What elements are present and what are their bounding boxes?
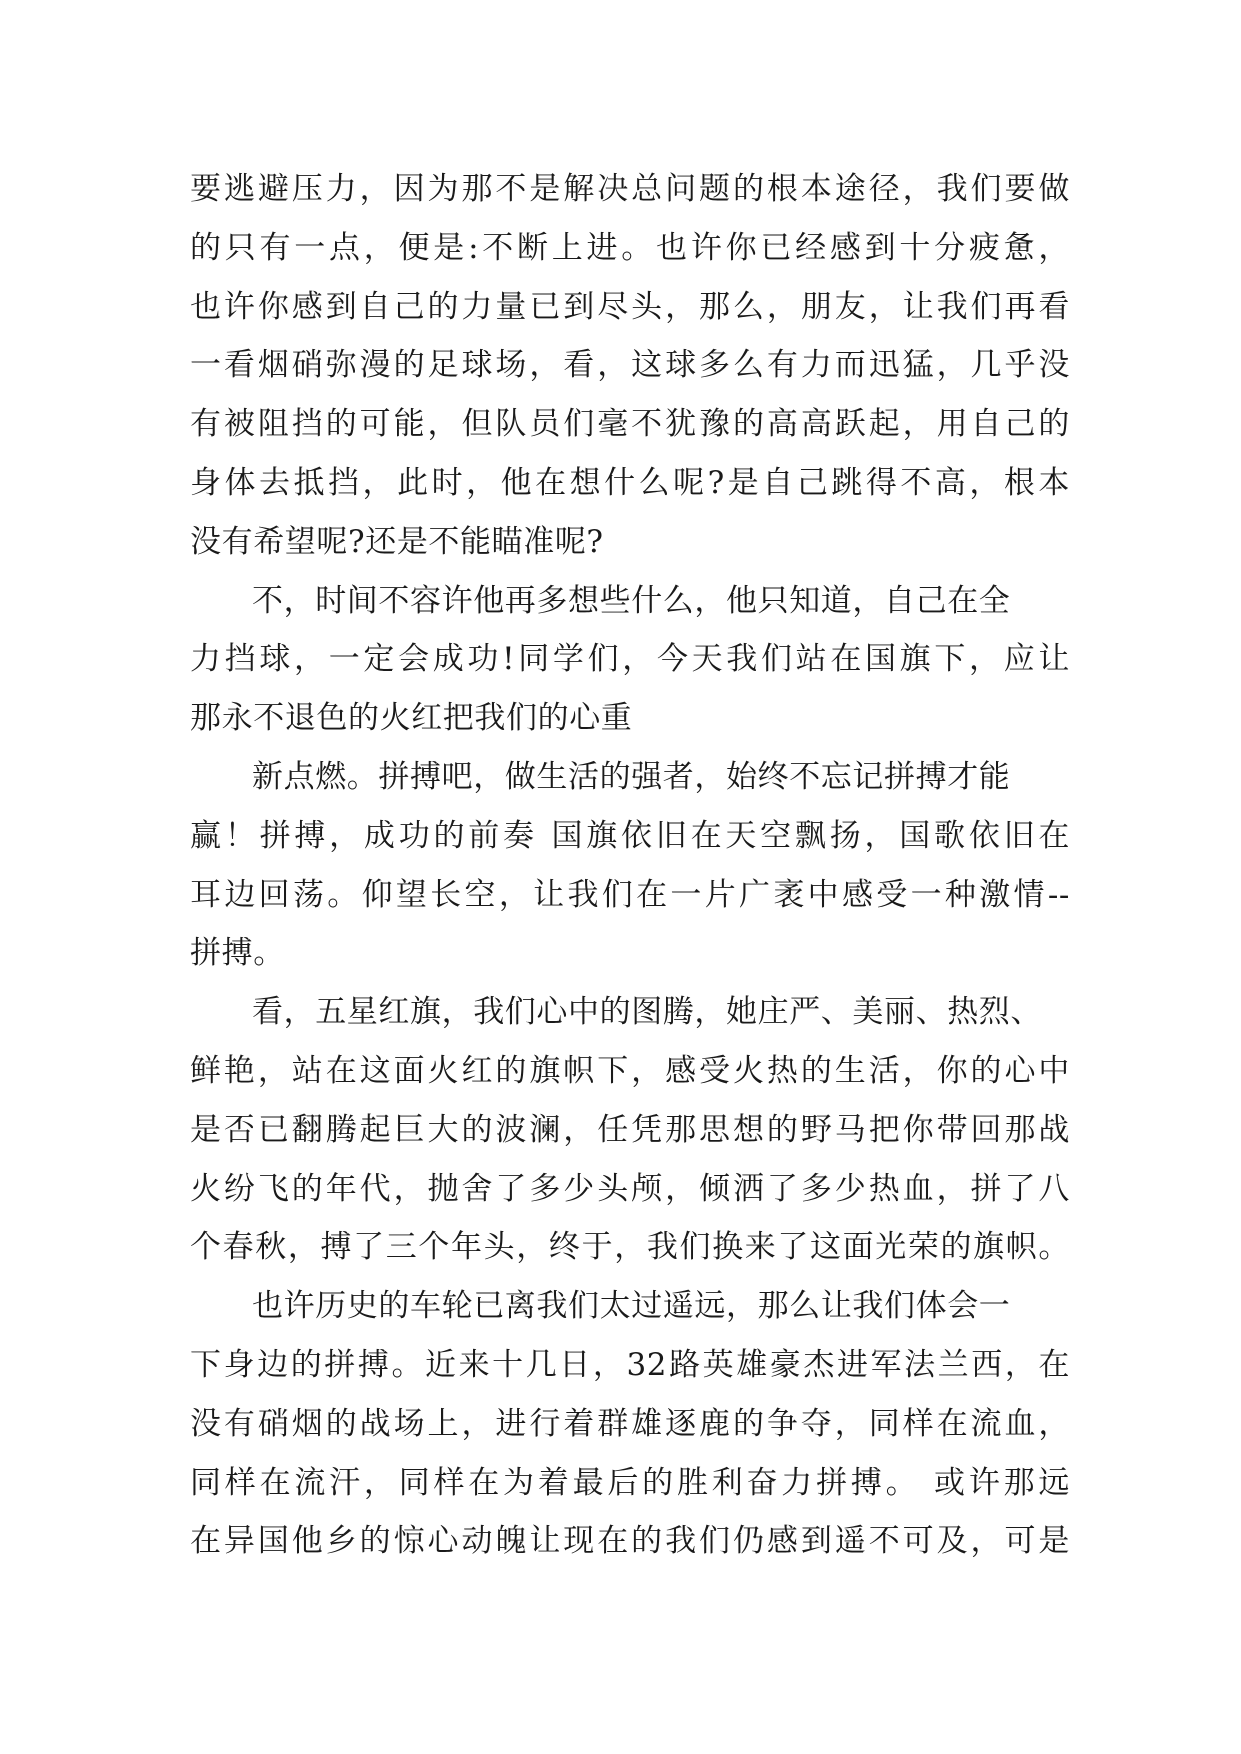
text-line: 一看烟硝弥漫的足球场，看，这球多么有力而迅猛，几乎没: [190, 347, 1070, 384]
text-line: 的只有一点，便是:不断上进。也许你已经感到十分疲惫，: [190, 229, 1070, 266]
text-line: 没有硝烟的战场上，进行着群雄逐鹿的争夺，同样在流血，: [190, 1405, 1070, 1442]
text-line: 同样在流汗，同样在为着最后的胜利奋力拼搏。 或许那远: [190, 1464, 1070, 1501]
text-line: 也许你感到自己的力量已到尽头，那么，朋友，让我们再看: [190, 288, 1070, 325]
text-line: 耳边回荡。仰望长空，让我们在一片广袤中感受一种激情--: [190, 876, 1070, 913]
text-line: 鲜艳，站在这面火红的旗帜下，感受火热的生活，你的心中: [190, 1052, 1070, 1089]
text-line: 那永不退色的火红把我们的心重: [190, 700, 633, 737]
text-line: 是否已翻腾起巨大的波澜，任凭那思想的野马把你带回那战: [190, 1111, 1070, 1148]
text-line: 没有希望呢?还是不能瞄准呢?: [190, 523, 604, 560]
paragraph-first-line: 看，五星红旗，我们心中的图腾，她庄严、美丽、热烈、: [252, 994, 1042, 1031]
text-line: 个春秋，搏了三个年头，终于，我们换来了这面光荣的旗帜。: [190, 1229, 1070, 1266]
paragraph-first-line: 也许历史的车轮已离我们太过遥远，那么让我们体会一: [252, 1288, 1011, 1325]
text-line: 要逃避压力，因为那不是解决总问题的根本途径，我们要做: [190, 171, 1070, 207]
text-line: 身体去抵挡，此时，他在想什么呢?是自己跳得不高，根本: [190, 464, 1070, 501]
document-body: [190, 160, 1070, 1571]
text-line: 有被阻挡的可能，但队员们毫不犹豫的高高跃起，用自己的: [190, 406, 1070, 443]
text-line: 下身边的拼搏。近来十几日，32路英雄豪杰进军法兰西，在: [190, 1346, 1070, 1383]
paragraph-first-line: 新点燃。拼搏吧，做生活的强者，始终不忘记拼搏才能: [252, 758, 1011, 795]
paragraph-first-line: 不，时间不容许他再多想些什么，他只知道，自己在全: [252, 582, 1011, 619]
text-line: 力挡球，一定会成功!同学们，今天我们站在国旗下，应让: [190, 641, 1070, 678]
text-line: 火纷飞的年代，抛舍了多少头颅，倾洒了多少热血，拼了八: [190, 1170, 1070, 1207]
text-line: 在异国他乡的惊心动魄让现在的我们仍感到遥不可及，可是: [190, 1523, 1070, 1560]
text-line: 赢！拼搏，成功的前奏 国旗依旧在天空飘扬，国歌依旧在: [190, 817, 1070, 854]
text-line: 拼搏。: [190, 935, 285, 972]
